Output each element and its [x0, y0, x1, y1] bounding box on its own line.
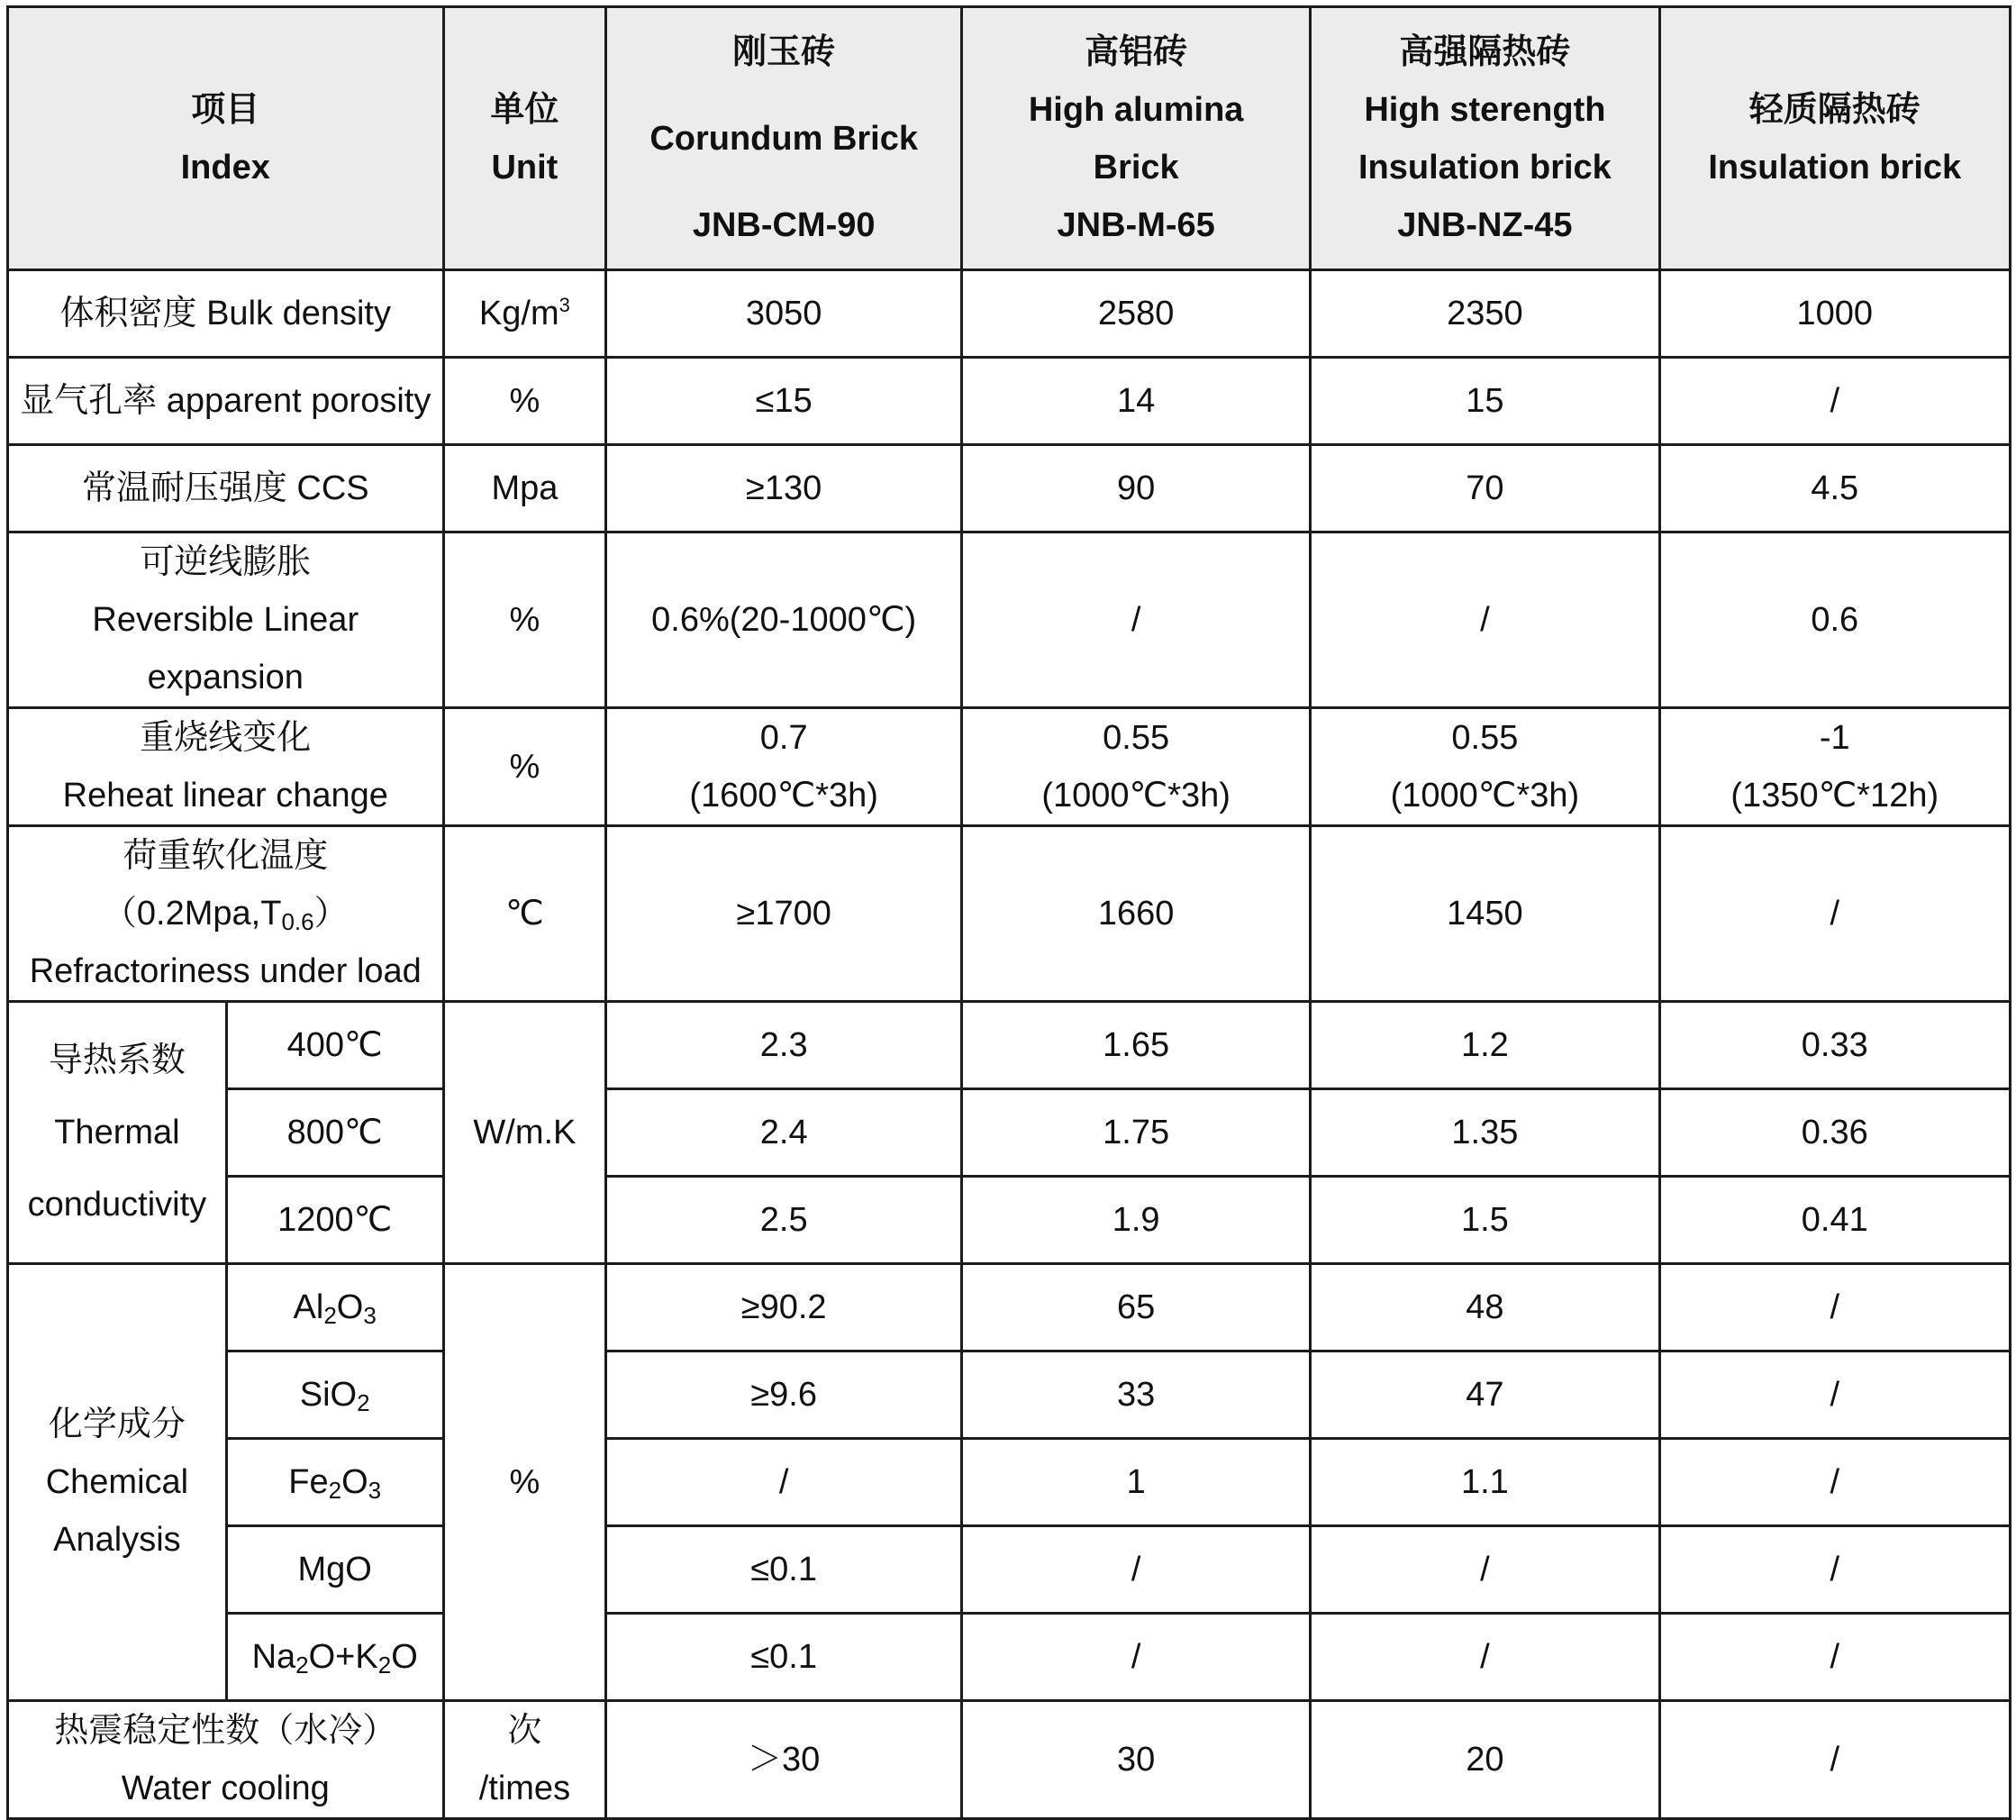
thermal-r2-v2: 1.75: [962, 1089, 1311, 1177]
chem-na2o-sub: 2: [295, 1652, 309, 1679]
rlc-v4-cond: (1350℃*12h): [1730, 777, 1939, 814]
rlc-unit: %: [443, 708, 606, 826]
chem-label: [8, 1264, 227, 1701]
chem-r4-v1: ≤0.1: [606, 1526, 962, 1614]
rlc-label: [8, 708, 444, 826]
thermal-temp-1: 400℃: [226, 1002, 443, 1089]
thermal-r1-v3: 1.2: [1311, 1002, 1659, 1089]
row-chem-na2o-k2o: [8, 1614, 2011, 1701]
rle-label-en: Reversible Linear expansion: [92, 601, 359, 696]
chem-al2o3-part: Al: [293, 1288, 324, 1326]
rlc-v3: [1311, 708, 1659, 826]
bulk-v1: 3050: [606, 270, 962, 358]
chem-unit: %: [443, 1264, 606, 1701]
chem-label-cn: 化学成分: [48, 1406, 186, 1443]
row-reversible-expansion: [8, 532, 2011, 708]
header-p4-en: Insulation brick: [1708, 148, 1962, 187]
ccs-unit: Mpa: [443, 445, 606, 532]
shock-v1: ＞30: [606, 1701, 962, 1819]
chem-r5-v4: /: [1659, 1614, 2010, 1701]
shock-v4: /: [1659, 1701, 2010, 1819]
header-p3-en1: High sterength: [1364, 90, 1606, 129]
header-product-3: [1311, 7, 1659, 270]
chem-r3-v4: /: [1659, 1439, 2010, 1526]
header-unit-en: Unit: [491, 148, 558, 187]
row-porosity: [8, 358, 2011, 445]
porosity-v3: 15: [1311, 358, 1659, 445]
ccs-v4: 4.5: [1659, 445, 2010, 532]
chem-name-sio2: [226, 1351, 443, 1439]
header-p3-code: JNB-NZ-45: [1397, 205, 1573, 244]
ccs-v2: 90: [962, 445, 1311, 532]
rle-v4: 0.6: [1659, 532, 2010, 708]
rle-v1: 0.6%(20-1000℃): [606, 532, 962, 708]
rul-unit: ℃: [443, 826, 606, 1002]
chem-name-na2o-k2o: [226, 1614, 443, 1701]
rlc-v1-value: 0.7: [759, 719, 808, 757]
rlc-label-en: Reheat linear change: [62, 777, 388, 814]
rle-v2: /: [962, 532, 1311, 708]
shock-label-cn: 热震稳定性数（水冷）: [54, 1712, 397, 1750]
chem-na2o-part: O+K: [308, 1638, 378, 1676]
chem-r1-v2: 65: [962, 1264, 1311, 1351]
rlc-v2-value: 0.55: [1103, 719, 1170, 757]
chem-r1-v1: ≥90.2: [606, 1264, 962, 1351]
rle-label: [8, 532, 444, 708]
chem-na2o-part: Na: [251, 1638, 296, 1676]
bulk-v2: 2580: [962, 270, 1311, 358]
thermal-r1-v1: 2.3: [606, 1002, 962, 1089]
shock-label-en: Water cooling: [121, 1770, 330, 1807]
rle-label-cn: 可逆线膨胀: [140, 543, 312, 581]
header-p1-cn: 刚玉砖: [732, 32, 836, 71]
bulk-unit: [443, 270, 606, 358]
rlc-v2: [962, 708, 1311, 826]
header-index: [8, 7, 444, 270]
porosity-v2: 14: [962, 358, 1311, 445]
shock-v3: 20: [1311, 1701, 1659, 1819]
shock-unit: [443, 1701, 606, 1819]
thermal-label: [8, 1002, 227, 1264]
chem-r1-v4: /: [1659, 1264, 2010, 1351]
header-product-1: [606, 7, 962, 270]
thermal-r3-v4: 0.41: [1659, 1177, 2010, 1264]
chem-sio2-sub: 2: [357, 1389, 370, 1416]
header-unit-cn: 单位: [490, 90, 559, 129]
thermal-label-cn: 导热系数: [48, 1042, 186, 1079]
chem-r4-v2: /: [962, 1526, 1311, 1614]
row-chem-mgo: [8, 1526, 2011, 1614]
bulk-unit-base: Kg/m: [478, 295, 559, 332]
chem-r4-v3: /: [1311, 1526, 1659, 1614]
header-unit: [443, 7, 606, 270]
chem-al2o3-part: O: [336, 1288, 364, 1326]
bulk-label: 体积密度 Bulk density: [8, 270, 444, 358]
header-product-2: [962, 7, 1311, 270]
chem-r5-v2: /: [962, 1614, 1311, 1701]
row-chem-al2o3: [8, 1264, 2011, 1351]
rle-unit: %: [443, 532, 606, 708]
rul-label-cn-sub: 0.6: [281, 908, 314, 935]
chem-al2o3-sub: 2: [323, 1302, 337, 1329]
rul-v4: /: [1659, 826, 2010, 1002]
chem-r2-v3: 47: [1311, 1351, 1659, 1439]
chem-fe2o3-part: Fe: [288, 1463, 329, 1501]
thermal-r3-v1: 2.5: [606, 1177, 962, 1264]
header-p1-en: Corundum Brick: [649, 119, 919, 158]
row-thermal-800: [8, 1089, 2011, 1177]
chem-al2o3-sub: 3: [363, 1302, 377, 1329]
shock-label: [8, 1701, 444, 1819]
thermal-label-en2: conductivity: [27, 1186, 207, 1224]
row-thermal-1200: [8, 1177, 2011, 1264]
row-thermal-400: [8, 1002, 2011, 1089]
chem-r5-v3: /: [1311, 1614, 1659, 1701]
thermal-r2-v4: 0.36: [1659, 1089, 2010, 1177]
chem-r4-v4: /: [1659, 1526, 2010, 1614]
header-p3-en2: Insulation brick: [1358, 148, 1612, 187]
ccs-v1: ≥130: [606, 445, 962, 532]
spec-table: [6, 5, 2011, 1820]
row-thermal-shock: [8, 1701, 2011, 1819]
header-product-4: [1659, 7, 2010, 270]
header-row: [8, 7, 2011, 270]
chem-r2-v4: /: [1659, 1351, 2010, 1439]
porosity-v1: ≤15: [606, 358, 962, 445]
shock-v2: 30: [962, 1701, 1311, 1819]
thermal-temp-2: 800℃: [226, 1089, 443, 1177]
chem-r2-v2: 33: [962, 1351, 1311, 1439]
thermal-temp-3: 1200℃: [226, 1177, 443, 1264]
bulk-v3: 2350: [1311, 270, 1659, 358]
row-chem-fe2o3: [8, 1439, 2011, 1526]
header-p2-cn: 高铝砖: [1085, 32, 1188, 71]
chem-name-mgo: MgO: [226, 1526, 443, 1614]
header-p2-en2: Brick: [1093, 148, 1179, 187]
porosity-unit: %: [443, 358, 606, 445]
header-p4-cn: 轻质隔热砖: [1748, 90, 1921, 129]
rlc-v4-value: -1: [1819, 719, 1850, 757]
chem-name-al2o3: [226, 1264, 443, 1351]
porosity-label: 显气孔率 apparent porosity: [8, 358, 444, 445]
header-p2-en1: High alumina: [1028, 90, 1244, 129]
chem-r3-v3: 1.1: [1311, 1439, 1659, 1526]
rul-label: [8, 826, 444, 1002]
chem-fe2o3-part: O: [341, 1463, 368, 1501]
row-refractoriness: [8, 826, 2011, 1002]
header-p1-code: JNB-CM-90: [692, 205, 876, 244]
rlc-v1: [606, 708, 962, 826]
header-p2-code: JNB-M-65: [1057, 205, 1215, 244]
chem-na2o-part: O: [391, 1638, 418, 1676]
chem-na2o-sub: 2: [377, 1652, 392, 1679]
rle-v3: /: [1311, 532, 1659, 708]
chem-r5-v1: ≤0.1: [606, 1614, 962, 1701]
row-reheat-change: [8, 708, 2011, 826]
chem-name-fe2o3: [226, 1439, 443, 1526]
chem-fe2o3-sub: 3: [368, 1477, 382, 1504]
thermal-r2-v3: 1.35: [1311, 1089, 1659, 1177]
row-chem-sio2: [8, 1351, 2011, 1439]
chem-r2-v1: ≥9.6: [606, 1351, 962, 1439]
rul-label-cn: [14, 827, 437, 942]
rlc-v3-cond: (1000℃*3h): [1390, 777, 1580, 814]
chem-sio2-part: SiO: [299, 1376, 358, 1414]
porosity-v4: /: [1659, 358, 2010, 445]
header-index-en: Index: [180, 148, 270, 187]
rul-label-cn-pre: 荷重软化温度（0.2Mpa,T: [102, 837, 329, 933]
chem-fe2o3-sub: 2: [328, 1477, 342, 1504]
thermal-r3-v3: 1.5: [1311, 1177, 1659, 1264]
chem-label-en: Chemical Analysis: [45, 1463, 189, 1559]
bulk-v4: 1000: [1659, 270, 2010, 358]
rul-label-cn-post: ）: [313, 895, 349, 933]
header-p3-cn: 高强隔热砖: [1399, 32, 1571, 71]
thermal-r1-v4: 0.33: [1659, 1002, 2010, 1089]
rlc-v1-cond: (1600℃*3h): [689, 777, 878, 814]
chem-r1-v3: 48: [1311, 1264, 1659, 1351]
shock-unit-en: /times: [478, 1770, 571, 1807]
rul-label-en: Refractoriness under load: [29, 952, 422, 990]
rlc-v2-cond: (1000℃*3h): [1041, 777, 1230, 814]
rul-v2: 1660: [962, 826, 1311, 1002]
thermal-unit: W/m.K: [443, 1002, 606, 1264]
header-index-cn: 项目: [191, 90, 260, 129]
row-bulk-density: [8, 270, 2011, 358]
chem-r3-v2: 1: [962, 1439, 1311, 1526]
rul-v1: ≥1700: [606, 826, 962, 1002]
thermal-r3-v2: 1.9: [962, 1177, 1311, 1264]
thermal-r1-v2: 1.65: [962, 1002, 1311, 1089]
rul-v3: 1450: [1311, 826, 1659, 1002]
rlc-v4: [1659, 708, 2010, 826]
shock-unit-cn: 次: [507, 1712, 542, 1750]
ccs-label: 常温耐压强度 CCS: [8, 445, 444, 532]
bulk-unit-exp: 3: [558, 294, 570, 316]
rlc-label-cn: 重烧线变化: [140, 719, 312, 757]
row-ccs: [8, 445, 2011, 532]
thermal-label-en1: Thermal: [54, 1114, 180, 1151]
chem-r3-v1: /: [606, 1439, 962, 1526]
thermal-r2-v1: 2.4: [606, 1089, 962, 1177]
rlc-v3-value: 0.55: [1451, 719, 1519, 757]
ccs-v3: 70: [1311, 445, 1659, 532]
